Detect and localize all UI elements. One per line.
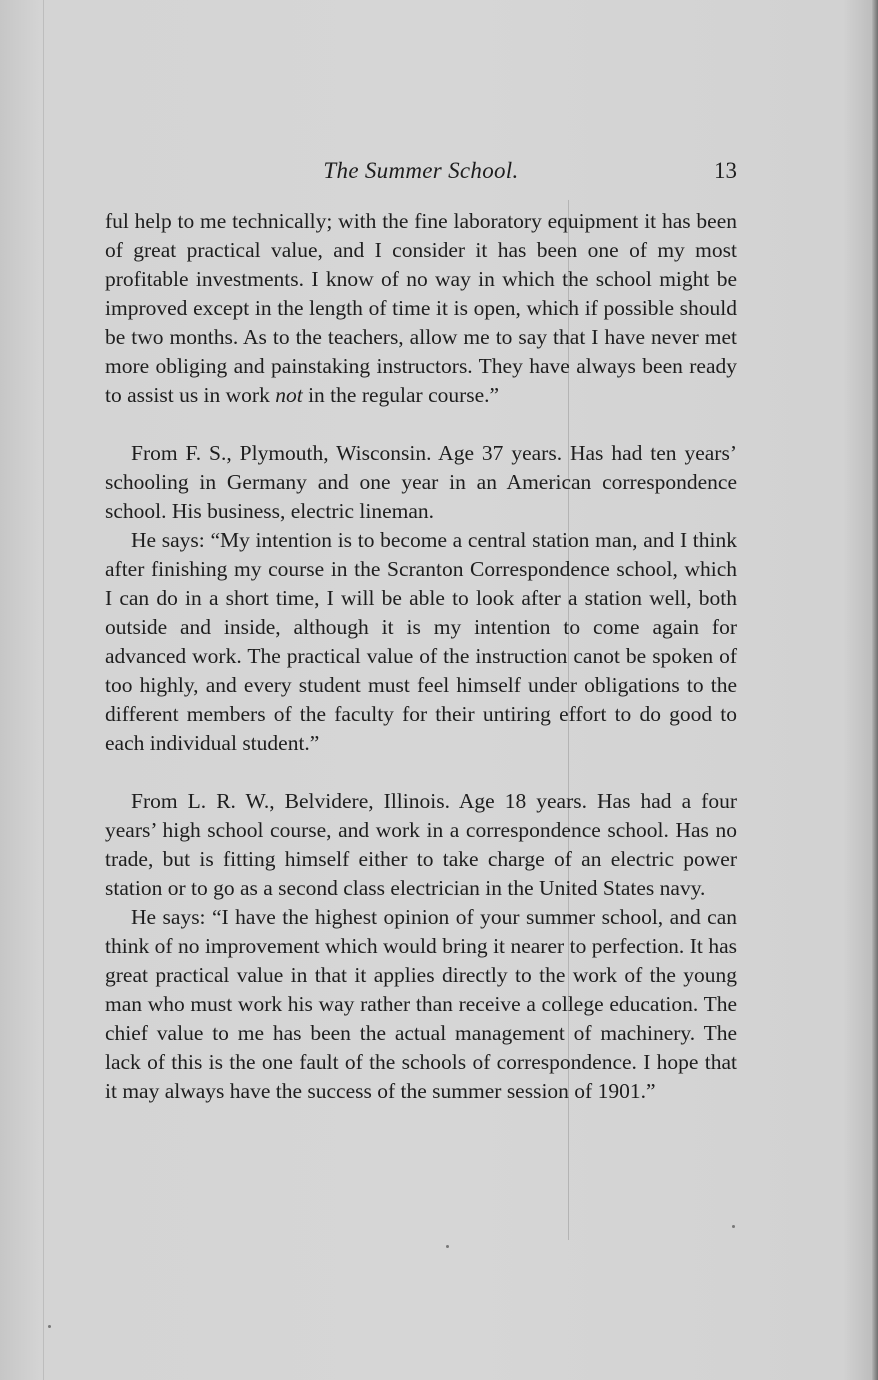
paragraph-gap <box>105 758 737 787</box>
paragraph-student-fs: From F. S., Plymouth, Wisconsin. Age 37 years. Has had ten years’ schooling in Germany and one year in an American correspondence school. His business, electric lineman. <box>105 441 737 523</box>
paragraph-lrw-quote: He says: “I have the highest opinion of your summer school, and can think of no improvement which would bring it nearer to perfection. It has great practical value in that it applies directly to the work of the young man who must work his way rather than receive a college education. The chief value to me has been the actual management of machinery. The lack of this is the one fault of the schools of correspondence. I hope that it may always have the success of the summer session of 1901.” <box>105 905 737 1103</box>
speck <box>446 1245 449 1248</box>
emphasis-text: not <box>275 383 303 407</box>
paragraph-gap <box>105 410 737 439</box>
page-header <box>105 158 737 188</box>
paragraph-fs-quote: He says: “My intention is to become a central station man, and I think after finishing my course in the Scranton Correspondence school, which I can do in a short time, I will be able to look after a station well, both outside and inside, although it is my intention to come again for advanced work. The practical value of the instruction canot be spoken of too highly, and every student must feel himself under obligations to the different members of the faculty for their untiring effort to do good to each individual student.” <box>105 528 737 755</box>
running-head: The Summer School. <box>323 158 519 183</box>
paragraph-continuation <box>105 207 737 410</box>
page-number: 13 <box>714 158 737 183</box>
body-text <box>105 207 737 1106</box>
page-edge-shadow <box>872 0 878 1380</box>
paragraph-text: ful help to me technically; with the fine laboratory equipment it has been of great practical value, and I consider it has been one of my most profitable investments. I know of no way in which the school might be improved except in the length of time it is open, which if possible should be two months. As to the teachers, allow me to say that I have never met more obliging and painstaking instructors. They have always been ready to assist us in work <box>105 209 737 407</box>
paragraph-student-lrw: From L. R. W., Belvidere, Illinois. Age 18 years. Has had a four years’ high school course, and work in a correspondence school. Has no trade, but is fitting himself either to take charge of an electric power station or to go as a second class electrician in the United States navy. <box>105 789 737 900</box>
page-gutter-line <box>43 0 44 1380</box>
speck <box>48 1325 51 1328</box>
paragraph-text-end: in the regular course.” <box>302 383 500 407</box>
speck <box>732 1225 735 1228</box>
